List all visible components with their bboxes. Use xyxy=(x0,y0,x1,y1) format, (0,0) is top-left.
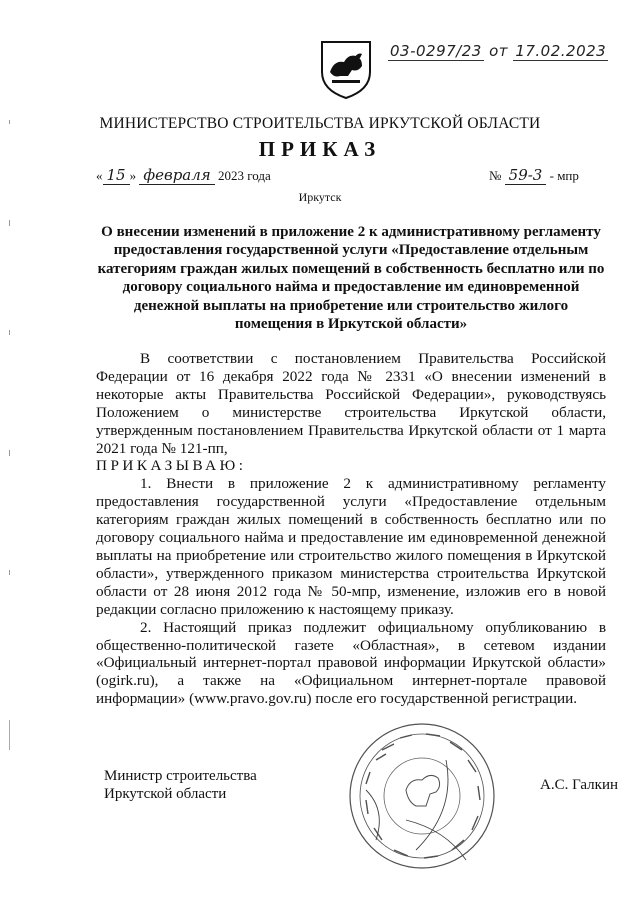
item-1-paragraph: 1. Внести в приложение 2 к административному регламенту предоставления государственной услуги «Предоставление отдельным категориям граждан жилых помещений в собственность бесплатно или по договору социального найма и предоставление им единовременной денежной выплаты на приобретение или строительство жилого помещения в Иркутской области», утвержденного приказом министерства строительства Иркутской области от 28 июня 2012 года № 50-мпр, изменение, изложив его в новой редакции согласно приложению к настоящему приказу. xyxy=(96,475,606,618)
order-date xyxy=(96,166,271,184)
item-2-paragraph: 2. Настоящий приказ подлежит официальному опубликованию в общественно-политической газете «Областная», в сетевом издании «Официальный интернет-портал правовой информации Иркутской области» (ogirk.ru), а также на «Официальном интернет-портале правовой информации» (www.pravo.gov.ru) после его государственной регистрации. xyxy=(96,618,606,708)
position-line-2: Иркутской области xyxy=(104,786,227,802)
order-number xyxy=(489,166,579,184)
position-line-1: Министр строительства xyxy=(104,768,257,784)
number-value: 59-3 xyxy=(505,166,547,185)
coat-of-arms-emblem xyxy=(318,38,374,100)
date-day: 15 xyxy=(103,166,130,185)
registration-from-label: от xyxy=(489,42,509,60)
ministry-name: МИНИСТЕРСТВО СТРОИТЕЛЬСТВА ИРКУТСКОЙ ОБЛАСТИ xyxy=(99,115,541,132)
number-suffix: - мпр xyxy=(549,168,579,183)
signatory-name: А.С. Галкин xyxy=(540,777,619,793)
signatory-position xyxy=(104,767,257,803)
date-open-quote: « xyxy=(96,168,103,183)
scan-margin-marks xyxy=(8,120,12,840)
date-year: 2023 года xyxy=(217,168,271,183)
orders-heading: ПРИКАЗЫВАЮ: xyxy=(96,457,247,475)
date-close-quote: » xyxy=(129,168,137,183)
document-body xyxy=(96,350,606,708)
registration-stamp xyxy=(388,42,608,60)
registration-number: 03-0297/23 xyxy=(390,42,482,60)
document-type: ПРИКАЗ xyxy=(258,137,382,161)
city: Иркутск xyxy=(298,190,342,204)
document-title: О внесении изменений в приложение 2 к административному регламенту предоставления государственной услуги «Предоставление отдельным категориям граждан жилых помещений в собственность бесплатно или по договору социального найма и предоставление им единовременной денежной выплаты на приобретение или строительство жилого помещения в Иркутской области» xyxy=(97,224,605,333)
registration-date: 17.02.2023 xyxy=(515,42,607,60)
official-seal xyxy=(346,720,498,872)
date-month: февраля xyxy=(139,166,214,185)
number-sign: № xyxy=(489,168,502,183)
preamble-paragraph: В соответствии с постановлением Правительства Российской Федерации от 16 декабря 2022 года № 2331 «О внесении изменений в некоторые акты Правительства Российской Федерации», руководствуясь Положением о министерстве строительства Иркутской области, утвержденным постановлением Правительства Иркутской области от 1 марта 2021 года № 121-пп, xyxy=(96,350,606,457)
